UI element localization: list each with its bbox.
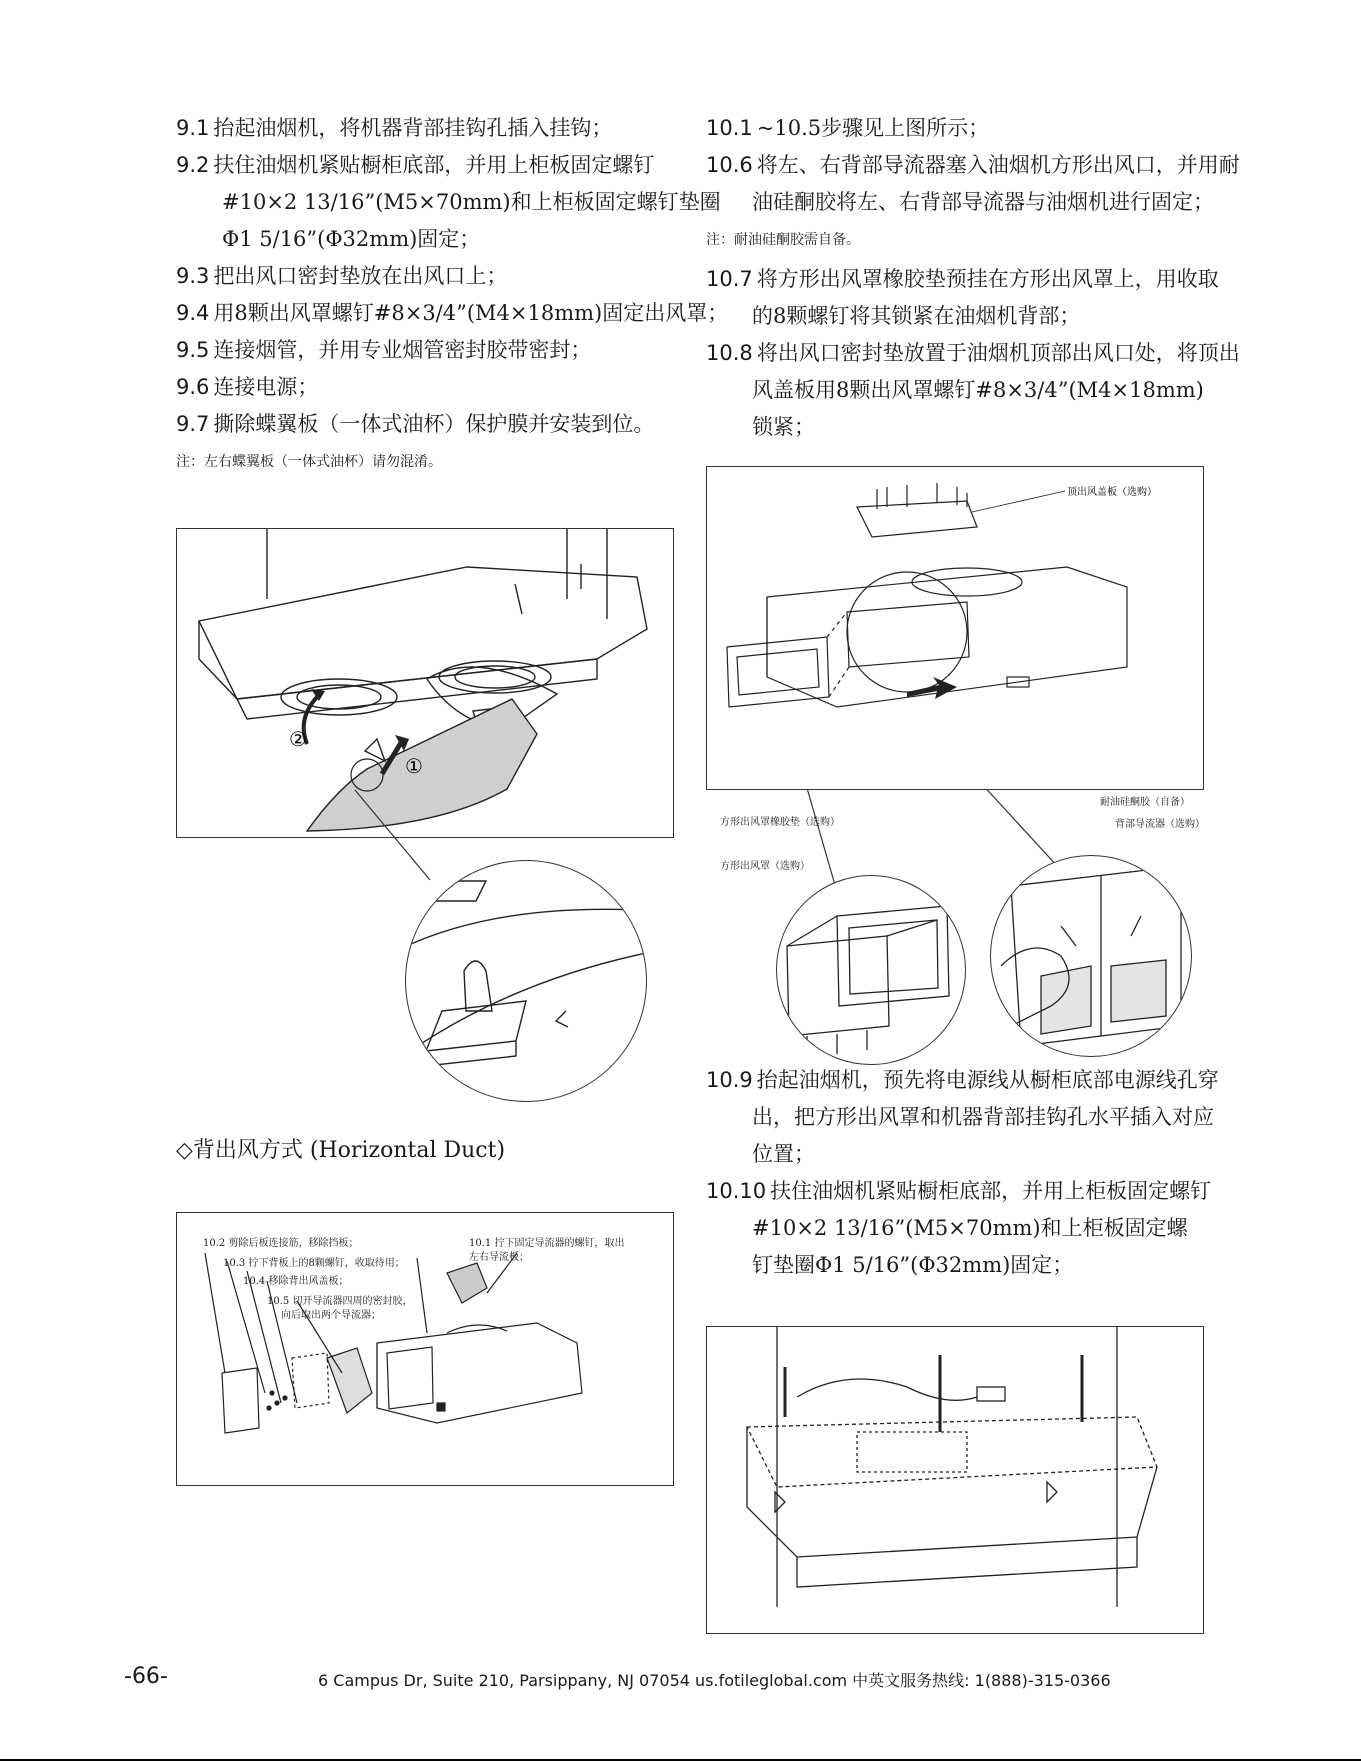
figure-horizontal-duct-disassembly	[176, 1212, 674, 1486]
step-text: 抬起油烟机，将机器背部挂钩孔插入挂钩；	[213, 116, 613, 140]
label-top-cover: 顶出风盖板（选购）	[1067, 487, 1157, 498]
step-number: 10.6	[706, 153, 753, 177]
step-line	[706, 335, 1266, 372]
label-gasket: 方形出风罩橡胶垫（选购）	[720, 817, 840, 828]
step-number: 10.9	[706, 1068, 753, 1092]
step-text: 将左、右背部导流器塞入油烟机方形出风口，并用耐	[756, 153, 1240, 177]
marker-1: ①	[405, 754, 423, 778]
step-text: 风盖板用8颗出风罩螺钉#8×3/4”(M4×18mm)	[752, 378, 1204, 402]
step-text: 将出风口密封垫放置于油烟机顶部出风口处，将顶出	[756, 341, 1240, 365]
footer-address: 6 Campus Dr, Suite 210, Parsippany, NJ 07054 us.fotileglobal.com 中英文服务热线: 1(888)-315-0366	[318, 1671, 1111, 1690]
right-steps-b	[706, 261, 1266, 446]
step-number: 9.4	[176, 301, 210, 325]
right-column-bottom	[706, 1062, 1266, 1284]
fig2-label: 向后取出两个导流器；	[281, 1310, 381, 1321]
step-text: 位置；	[752, 1142, 815, 1166]
step-line	[706, 1099, 1266, 1136]
step-text: 油硅酮胶将左、右背部导流器与油烟机进行固定；	[752, 190, 1214, 214]
step-text: 的8颗螺钉将其锁紧在油烟机背部；	[752, 304, 1081, 328]
step-text: 撕除蝶翼板（一体式油杯）保护膜并安装到位。	[213, 412, 655, 436]
step-text: #10×2 13/16”(M5×70mm)和上柜板固定螺	[752, 1216, 1188, 1240]
step-number: 9.6	[176, 375, 210, 399]
step-text: 锁紧；	[752, 415, 815, 439]
fig2-label: 10.5 切开导流器四周的密封胶，	[267, 1296, 413, 1307]
step-text: 把出风口密封垫放在出风口上；	[213, 264, 508, 288]
step-line	[706, 184, 1266, 221]
section-title: ◇背出风方式 (Horizontal Duct)	[176, 1138, 506, 1163]
step-text: 扶住油烟机紧贴橱柜底部，并用上柜板固定螺钉	[770, 1179, 1212, 1203]
mounting-illustration	[707, 1327, 1203, 1633]
right-column-top	[706, 110, 1266, 446]
label-silicone: 耐油硅酮胶（自备）	[1100, 797, 1190, 808]
label-diverter: 背部导流器（选购）	[1115, 819, 1205, 830]
right-note: 注：耐油硅酮胶需自备。	[706, 232, 860, 248]
step-line	[706, 147, 1266, 184]
step-line	[706, 1210, 1266, 1247]
step-text: 钉垫圈Φ1 5/16”(Φ32mm)固定；	[752, 1253, 1074, 1277]
step-number: 9.5	[176, 338, 210, 362]
step-text: 连接烟管，并用专业烟管密封胶带密封；	[213, 338, 592, 362]
step-number: 9.2	[176, 153, 210, 177]
step-line	[706, 372, 1266, 409]
right-steps-c	[706, 1062, 1266, 1284]
step-number: 9.7	[176, 412, 210, 436]
rear-vent-illustration	[707, 467, 1203, 789]
step-text: 出，把方形出风罩和机器背部挂钩孔水平插入对应	[752, 1105, 1214, 1129]
step-line	[706, 298, 1266, 335]
step-number: 10.10	[706, 1179, 767, 1203]
step-line	[706, 409, 1266, 446]
step-line	[706, 1173, 1266, 1210]
detail-circle-clip	[405, 860, 647, 1102]
step-line	[706, 261, 1266, 298]
detail-circle-square-cover	[776, 875, 966, 1065]
step-number: 9.3	[176, 264, 210, 288]
page-number: -66-	[124, 1664, 168, 1689]
figure-rear-vent-assembly	[706, 466, 1204, 790]
fig2-label: 10.3 拧下背板上的8颗螺钉，收取待用；	[223, 1258, 405, 1269]
step-number: 10.1	[706, 116, 753, 140]
fig2-label: 10.4 移除背出风盖板；	[243, 1276, 349, 1287]
step-number: 10.8	[706, 341, 753, 365]
step-line	[706, 1062, 1266, 1099]
page-footer	[0, 1660, 1361, 1700]
step-line	[706, 110, 1266, 147]
marker-2: ②	[289, 727, 307, 751]
step-text: ~10.5步骤见上图所示；	[756, 116, 990, 140]
step-number: 10.7	[706, 267, 753, 291]
detail-circle-diverter	[990, 855, 1192, 1057]
step-text: Φ1 5/16”(Φ32mm)固定；	[222, 227, 481, 251]
step-text: 将方形出风罩橡胶垫预挂在方形出风罩上，用收取	[756, 267, 1219, 291]
step-text: 抬起油烟机，预先将电源线从橱柜底部电源线孔穿	[756, 1068, 1219, 1092]
left-note: 注：左右蝶翼板（一体式油杯）请勿混淆。	[176, 454, 442, 470]
step-text: 连接电源；	[213, 375, 319, 399]
fig2-label: 10.1 拧下固定导流器的螺钉，取出	[469, 1238, 625, 1249]
step-text: 用8颗出风罩螺钉#8×3/4”(M4×18mm)固定出风罩；	[213, 301, 729, 325]
step-text: 扶住油烟机紧贴橱柜底部，并用上柜板固定螺钉	[213, 153, 655, 177]
step-line	[706, 1247, 1266, 1284]
step-number: 9.1	[176, 116, 210, 140]
disassembly-illustration	[177, 1213, 673, 1485]
figure-mounting-screws	[706, 1326, 1204, 1634]
step-text: #10×2 13/16”(M5×70mm)和上柜板固定螺钉垫圈	[222, 190, 721, 214]
label-square-cover: 方形出风罩（选购）	[720, 861, 810, 872]
fig2-label: 左右导流板；	[469, 1252, 529, 1263]
fig2-label: 10.2 剪除后板连接筋，移除挡板；	[203, 1238, 359, 1249]
step-line	[706, 1136, 1266, 1173]
right-steps-a	[706, 110, 1266, 221]
